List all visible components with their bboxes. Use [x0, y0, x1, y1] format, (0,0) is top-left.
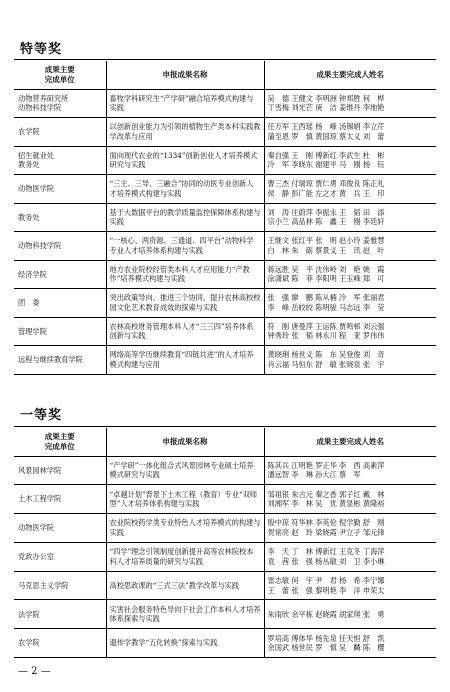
people-cell: 陈其兵 江明艳 罗正华 李 西 高素萍 潘远智 李 琳 孙大江 蔡 军 — [264, 456, 436, 485]
unit-cell: 经济学院 — [14, 260, 106, 289]
unit-cell: 党政办公室 — [14, 542, 106, 571]
people-cell: 罗培高 傅体华 杨先泉 任天恒 舒 凯 余国武 杨世民 罗 慎 吴 麟 陈 樱 — [264, 629, 436, 658]
unit-cell: 远程与继续教育学院 — [14, 346, 106, 375]
unit-cell: 招生就业处 教务处 — [14, 146, 106, 175]
table-row — [14, 118, 436, 147]
table-row — [14, 571, 436, 600]
people-cell: 秦自强 王 刚 傅新红 李武生 杜 彬 冷 军 李晓东 谢建平 马 刚 杨 钰 — [264, 146, 436, 175]
table-header-row — [14, 61, 436, 89]
achievement-name-cell: “四学”理念引领制度创新提升高等农林院校本科人才培养质量的研究与实践 — [106, 542, 264, 571]
achievement-name-cell: 遗传学教学“五化转换”探索与实践 — [106, 629, 264, 658]
first-prize-title: 一等奖 — [20, 408, 63, 423]
achievement-name-cell: 农林高校财务管理本科人才“三三四”培养体系创新与实践 — [106, 317, 264, 346]
unit-cell: 马克思主义学院 — [14, 571, 106, 600]
table-row — [14, 346, 436, 375]
achievement-name-cell: 畜牧学科研究生“产学研”融合培养模式构建与实践 — [106, 89, 264, 118]
table-row — [14, 542, 436, 571]
table-row — [14, 600, 436, 629]
unit-cell: 团 委 — [14, 289, 106, 318]
first-prize-table — [14, 428, 436, 658]
special-prize-title: 特等奖 — [20, 42, 63, 57]
unit-cell: 教务处 — [14, 203, 106, 232]
people-cell: 曹三杰 付瑞琼 贾仁勇 邓俊良 陈正礼 侯 静 彭广能 左之才 黄 兵 王 印 — [264, 175, 436, 204]
table-row — [14, 203, 436, 232]
achievement-name-cell: “卓越计划”背景下土木工程（教育）专业“双师型”人才培养体系构建与实践 — [106, 485, 264, 514]
unit-cell: 动物医学院 — [14, 514, 106, 543]
people-cell: 邹祖银 朱古元 秦之香 郭子红 戴 林 刘湘军 李 林 吴 优 黄显彬 黄隆裕 — [264, 485, 436, 514]
unit-cell: 管理学院 — [14, 317, 106, 346]
table-row — [14, 629, 436, 658]
table-header-row — [14, 428, 436, 456]
header-name: 申报成果名称 — [106, 61, 264, 89]
achievement-name-cell: 突出政策导向、推进三个协同，提升农林高校校园文化艺术教育成效的探索与实践 — [106, 289, 264, 318]
header-unit: 成果主要 完成单位 — [14, 428, 106, 456]
unit-cell: 农学院 — [14, 118, 106, 147]
achievement-name-cell: 以创新创业能力为引领的植物生产类本科实践教学改革与应用 — [106, 118, 264, 147]
achievement-name-cell: 网络高等学历继续教育“四链共进”的人才培养模式构建与应用 — [106, 346, 264, 375]
achievement-name-cell: 高校思政课的“三式三法”教学改革与实践 — [106, 571, 264, 600]
achievement-name-cell: 基于大数据平台的教学质量监控保障体系构建与实践 — [106, 203, 264, 232]
unit-cell: 动物营养研究所 动物科技学院 — [14, 89, 106, 118]
first-prize-top-rule — [14, 426, 436, 427]
people-cell: 黄晓琍 杨世义 陈 东 吴登俊 刘 奇 肖云福 马恒东 舒 敏 张晓泉 张 宇 — [264, 346, 436, 375]
achievement-name-cell: “三主、三导、三融合”协同的动医专业创新人才培养模式构建与实践 — [106, 175, 264, 204]
special-prize-table — [14, 61, 436, 375]
unit-cell: 动物医学院 — [14, 175, 106, 204]
table-row — [14, 232, 436, 261]
achievement-name-cell: “产学研”一体化组合式风景园林专业硕士培养模式研究与实践 — [106, 456, 264, 485]
achievement-name-cell: 实害社会服务特色导向下社会工作本科人才培养体系探索与实践 — [106, 600, 264, 629]
header-name: 申报成果名称 — [106, 428, 264, 456]
header-people: 成果主要完成人姓名 — [264, 428, 436, 456]
unit-cell: 法学院 — [14, 600, 106, 629]
table-row — [14, 289, 436, 318]
special-prize-top-rule — [14, 59, 436, 60]
table-row — [14, 175, 436, 204]
header-unit: 成果主要 完成单位 — [14, 61, 106, 89]
people-cell: 王继文 张红平 张 明 赵小玲 姜雅慧 白 林 朱 砺 蔡景义 王 讯 赵 叶 — [264, 232, 436, 261]
achievement-name-cell: 面向现代农业的“1334”创新创业人才培养模式研究与实践 — [106, 146, 264, 175]
achievement-name-cell: 农业院校药学类专业特色人才培养模式的构建与实践 — [106, 514, 264, 543]
people-cell: 殷中琼 符华林 李英伦 倪学勤 舒 刚 贺常亮 赵 玲 梁晓霞 尹立子 邹元锋 — [264, 514, 436, 543]
unit-cell: 动物科技学院 — [14, 232, 106, 261]
achievement-name-cell: 地方农业院校经管类本科人才应用能力“产教作”培养模式构建与实践 — [106, 260, 264, 289]
people-cell: 吴 德 王健文 李明洲 钟邦胜 何 桦 丁雪梅 刘光芒 庚 洁 姜维丹 李地艳 — [264, 89, 436, 118]
unit-cell: 土木工程学院 — [14, 485, 106, 514]
achievement-name-cell: “一核心、两资源、三通道、四平台”动物科学专业人才培养体系构建与实践 — [106, 232, 264, 261]
people-cell: 张 强 廖 鹏 陈从楠 冷 军 张丽君 李 峰 岳皎皎 陈明骏 马志远 李 莹 — [264, 289, 436, 318]
table-row — [14, 514, 436, 543]
people-cell: 符 刚 唐曼萍 王运陈 贾鸣邨 刘云强 钟秀玲 张 韬 林永川 程 亚 罗伟伟 — [264, 317, 436, 346]
people-cell: 朱雨欣 余平栋 赵晓霞 胡家琪 张 勇 — [264, 600, 436, 629]
page-number: — 2 — — [18, 666, 51, 677]
people-cell: 蒋远胜 吴 平 沈伟岭 刘 艳 姚 霞 涂潇斌 陈 菲 李阳明 王玉峰 郑 可 — [264, 260, 436, 289]
header-people: 成果主要完成人姓名 — [264, 61, 436, 89]
table-row — [14, 89, 436, 118]
people-cell: 雷志敏 何 宇 尹 君 杨 希 李宁娜 王 蕾 张 强 黎明艳 李 洋 申荣太 — [264, 571, 436, 600]
people-cell: 刘 涛 庄蔚萍 李振永 王 韬 田 添 宗小兰 高品林 陈 鑫 王 刚 李廷轩 — [264, 203, 436, 232]
table-row — [14, 146, 436, 175]
table-row — [14, 456, 436, 485]
table-row — [14, 260, 436, 289]
unit-cell: 风景园林学院 — [14, 456, 106, 485]
people-cell: 李 天 丁 林 傅新红 王克冬 丁海萍 袁 茜 张 强 杨丛敏 刘 卫 李小琳 — [264, 542, 436, 571]
unit-cell: 农学院 — [14, 629, 106, 658]
people-cell: 任万军 王西瑶 杨 峰 汤锡娟 李立芹 蒲至恩 罗 慎 黄国琼 蔡太义 刘 蕾 — [264, 118, 436, 147]
table-row — [14, 317, 436, 346]
table-row — [14, 485, 436, 514]
